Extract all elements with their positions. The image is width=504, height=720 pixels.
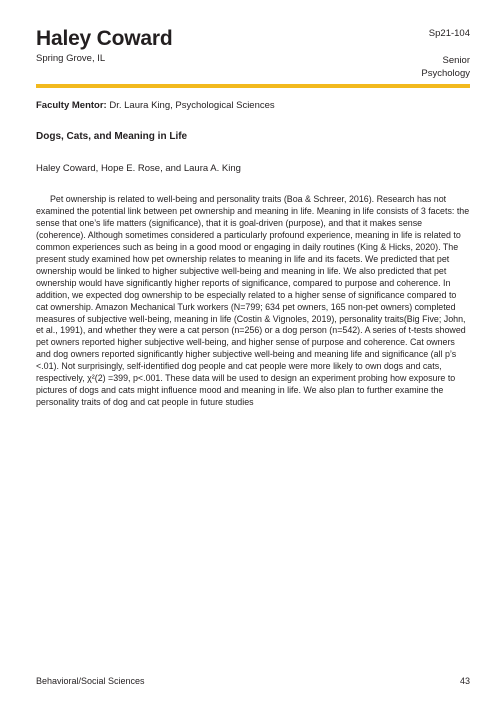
faculty-mentor [36, 100, 275, 111]
faculty-mentor-value: Dr. Laura King, Psychological Sciences [109, 100, 275, 111]
student-location: Spring Grove, IL [36, 53, 106, 64]
footer-section: Behavioral/Social Sciences [36, 676, 145, 686]
class-year: Senior [442, 55, 470, 66]
accent-divider [36, 84, 470, 88]
faculty-mentor-label: Faculty Mentor: [36, 100, 107, 111]
student-info-block [421, 27, 470, 80]
author-list: Haley Coward, Hope E. Rose, and Laura A. King [36, 163, 241, 174]
abstract-title: Dogs, Cats, and Meaning in Life [36, 131, 188, 142]
student-name: Haley Coward [36, 27, 173, 50]
major: Psychology [421, 68, 470, 79]
abstract-body: Pet ownership is related to well-being and personality traits (Boa & Schreer, 2016). Research has not examined the potential link between pet ownership and meaning in life. Meaning in life consists of 3 facets: the sense that one’s life matters (significance), that it is goal-driven (purpose), and that it makes sense (coherence). Although sometimes considered a particularly profound experience, meaning in life is related to common experiences such as being in a good mood or engaging in daily routines (King & Hicks, 2020). The present study examined how pet ownership relates to meaning in life and its facets. We predicted that pet ownership would be linked to higher subjective well-being and meaning in life. We also predicted that pet ownership would have significantly higher reports of significance, compared to purpose and coherence. In addition, we expected dog ownership to be especially related to a higher sense of significance compared to cat ownership. Amazon Mechanical Turk workers (N=799; 634 pet owners, 165 non-pet owners) completed measures of subjective well-being, meaning in life (Costin & Vignoles, 2019), personality traits(Big Five; John, et al., 1991), and whether they were a cat person (n=256) or a dog person (n=542). A series of t-tests showed pet owners reported higher subjective well-being, and higher sense of purpose and coherence. Cat owners and dog owners reported significantly higher subjective well-being and meaning life and significance (all p’s <.01). Not surprisingly, self-identified dog people and cat people were more likely to own dogs and cats, respectively, χ²(2) =399, p<.001. These data will be used to design an experiment probing how exposure to pictures of dogs and cats might influence mood and meaning in life. We also plan to further examine the personality traits of dog and cat people in future studies [36, 194, 470, 408]
abstract-code: Sp21-104 [428, 28, 470, 39]
page-number: 43 [459, 676, 470, 686]
